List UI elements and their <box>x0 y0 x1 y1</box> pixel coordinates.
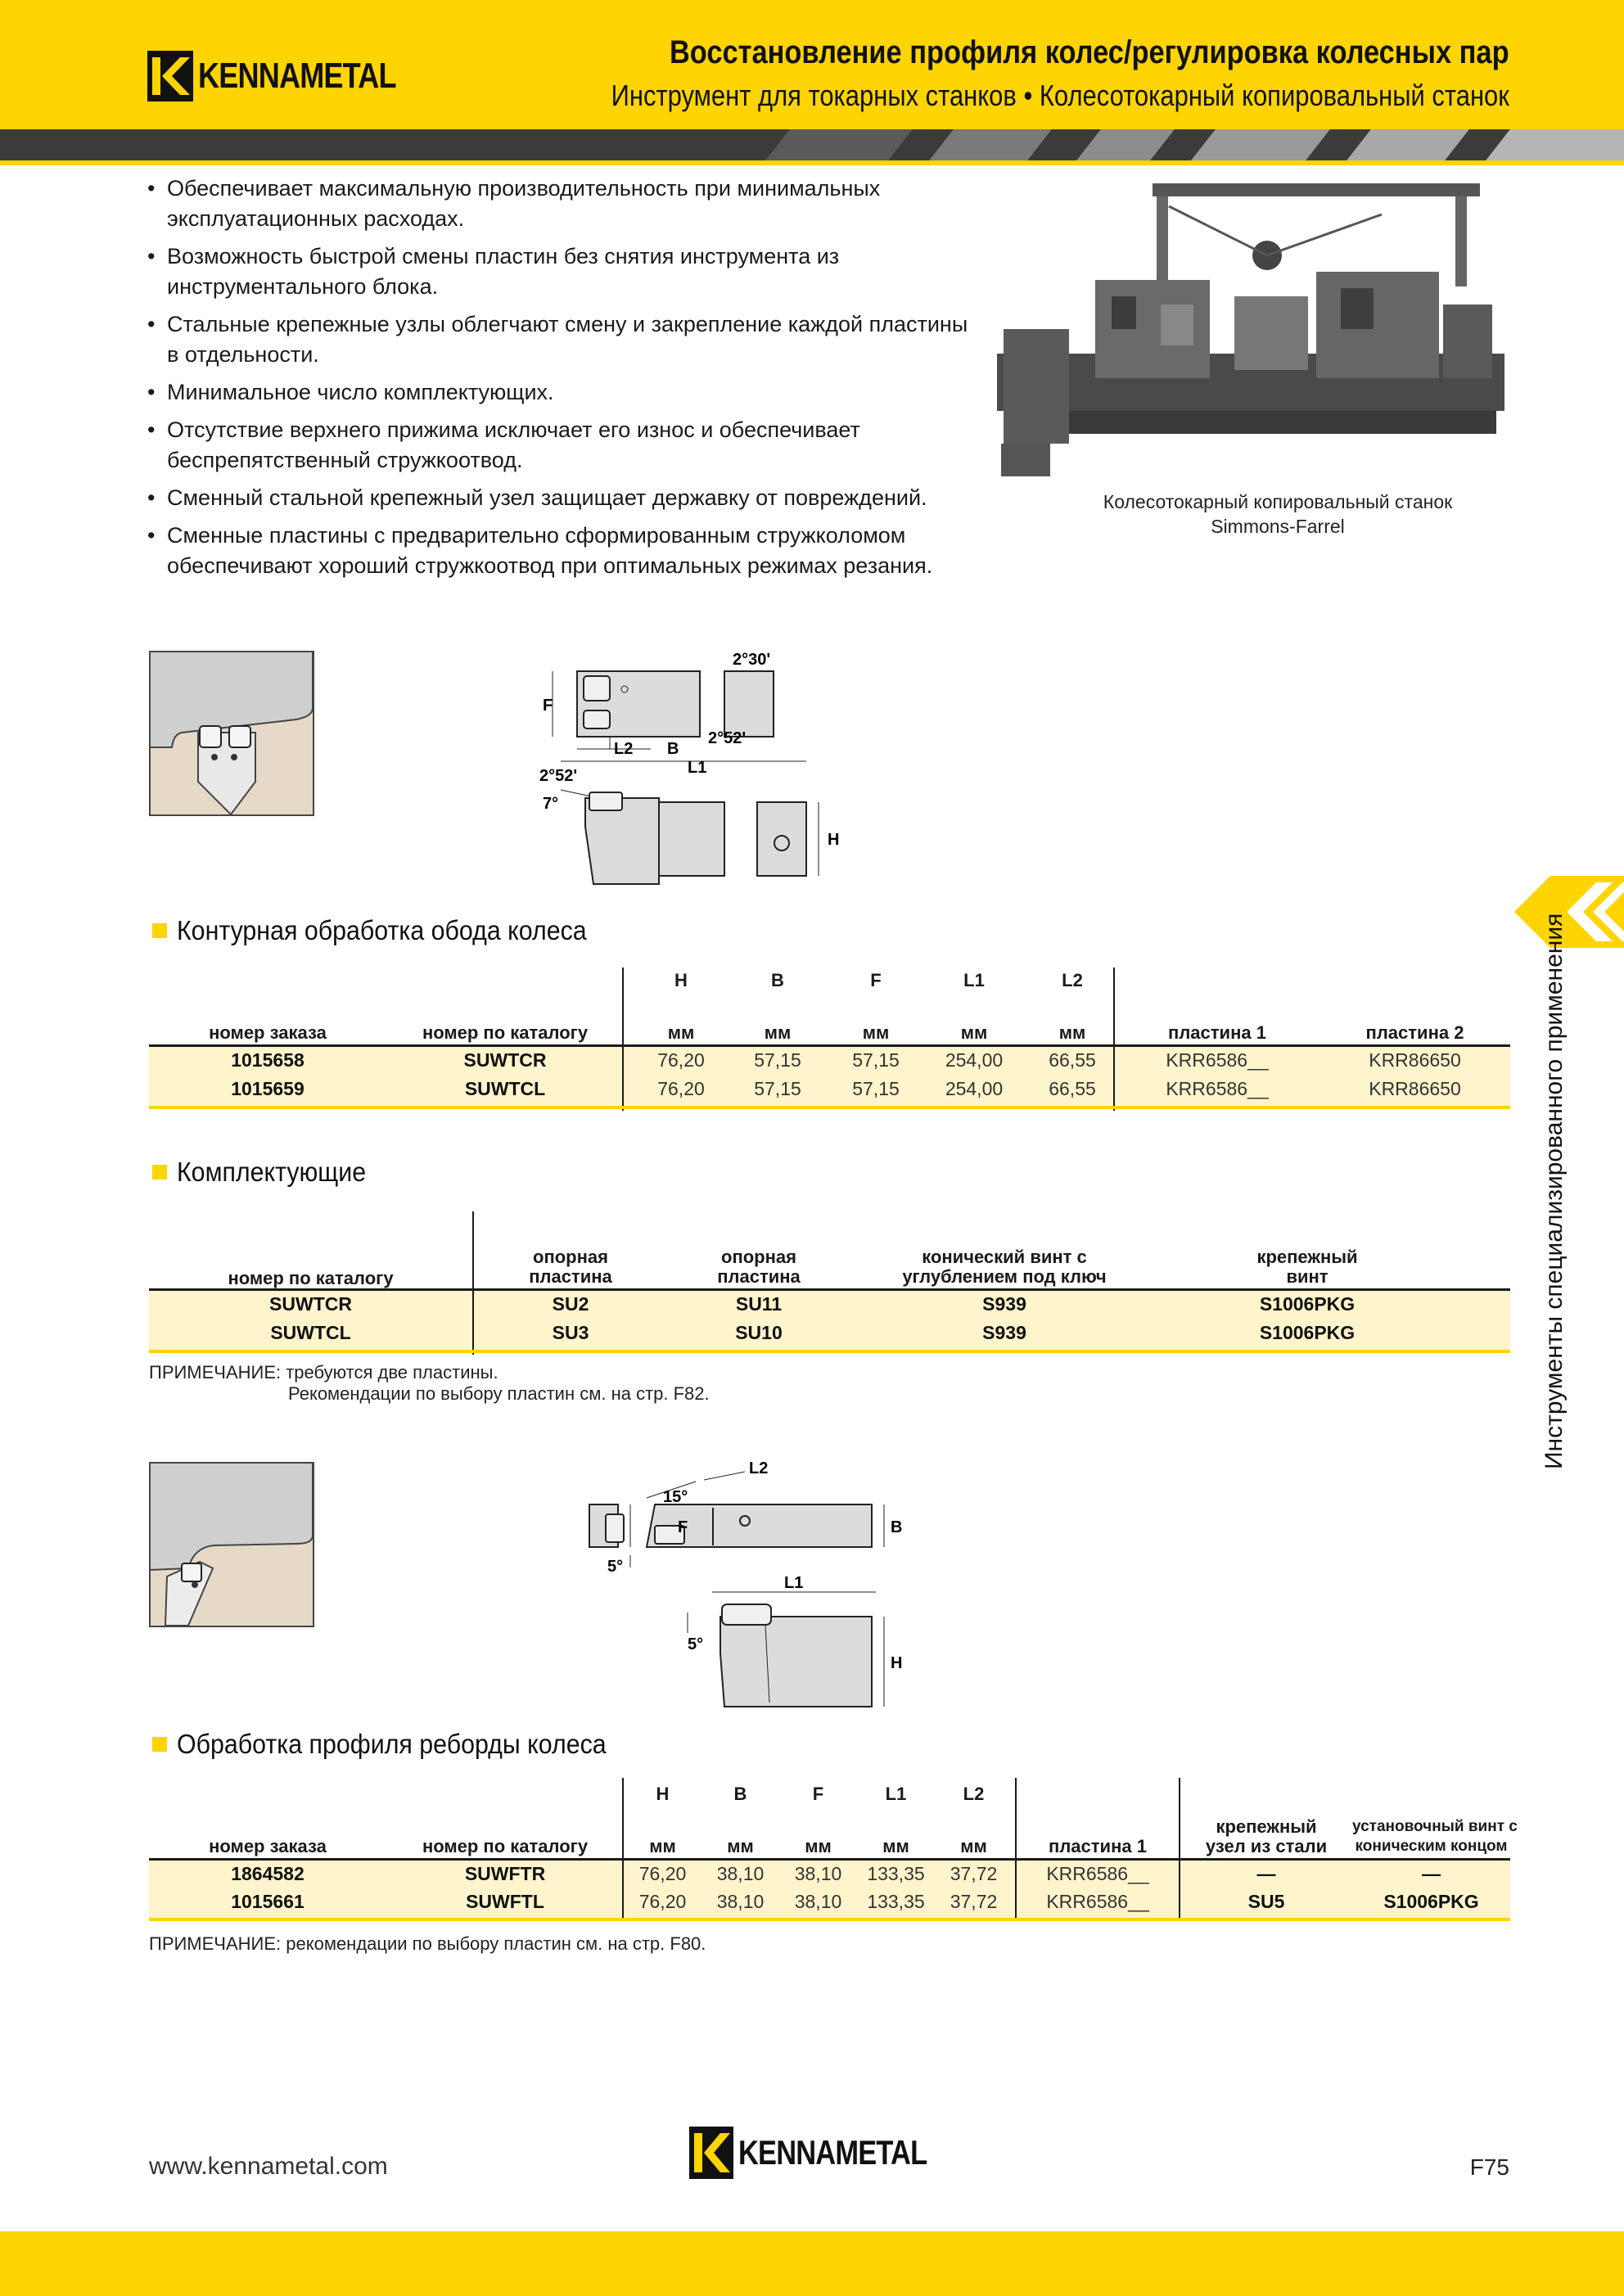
table-cell: 1015658 <box>231 1049 304 1071</box>
table-cell: KRR86650 <box>1369 1049 1461 1071</box>
page-subtitle: Инструмент для токарных станков • Колесотокарный копировальный станок <box>611 79 1509 112</box>
angle-label: 2°52' <box>708 729 747 747</box>
table-cell: 57,15 <box>754 1078 801 1099</box>
table-cell: 38,10 <box>794 1891 842 1912</box>
section-title-rim-contour: Контурная обработка обода колеса <box>152 915 622 946</box>
table-cell: 57,15 <box>852 1049 900 1071</box>
feature-item: • Обеспечивает максимальную производительность при минимальных эксплуатационных расходах. <box>147 174 982 234</box>
photo-caption <box>997 489 1559 539</box>
table-cell: 38,10 <box>794 1863 842 1884</box>
dim-label-L2: L2 <box>749 1459 769 1477</box>
col-header-unit: мм <box>649 1836 676 1856</box>
dim-label-L2: L2 <box>614 740 634 758</box>
table-cell: SUWTCL <box>464 1078 546 1099</box>
table-cell: SU10 <box>735 1322 783 1343</box>
col-header-L2: L2 <box>963 1784 985 1804</box>
table-cell: 66,55 <box>1049 1049 1096 1071</box>
col-header-B: B <box>733 1784 747 1804</box>
side-tab-label: Инструменты специализированного применения <box>1541 913 1568 1469</box>
col-header-H: H <box>656 1784 670 1804</box>
feature-item: • Минимальное число комплектующих. <box>147 377 982 408</box>
table-cell: S939 <box>982 1322 1026 1343</box>
footer-url[interactable]: www.kennametal.com <box>149 2153 388 2180</box>
table-cell: S1006PKG <box>1259 1293 1356 1315</box>
col-header-order: номер заказа <box>209 1022 327 1043</box>
section-marker <box>152 923 167 938</box>
dim-label-F: F <box>543 697 553 715</box>
feature-item: • Стальные крепежные узлы облегчают смену и закрепление каждой пластины в отдельности. <box>147 309 982 370</box>
table-cell: KRR6586__ <box>1046 1863 1149 1884</box>
table-cell: SU5 <box>1247 1891 1285 1912</box>
angle-label: 2°52' <box>539 767 578 785</box>
col-header-unit: мм <box>882 1836 909 1856</box>
col-header-L1: L1 <box>885 1784 907 1804</box>
feature-item: • Отсутствие верхнего прижима исключает его износ и обеспечивает беспрепятственный стружкоотвод. <box>147 415 982 476</box>
col-header-set-screw: коническим концом <box>1355 1838 1508 1855</box>
logo-wordmark: KENNAMETAL <box>198 56 396 96</box>
table-cell: 1015659 <box>231 1078 304 1099</box>
col-header-catalog: номер по каталогу <box>228 1268 394 1288</box>
col-header-shim1: опорная <box>533 1247 608 1267</box>
header-stripe-band <box>0 129 1624 160</box>
table-cell: KRR86650 <box>1369 1078 1461 1099</box>
machine-photo <box>997 182 1504 485</box>
col-header-unit: мм <box>1058 1022 1086 1043</box>
tool-dimension-drawing-2 <box>581 1457 933 1711</box>
col-header-set-screw: установочный винт с <box>1352 1818 1518 1835</box>
table-cell: SUWFTL <box>466 1891 544 1912</box>
dim-label-H: H <box>828 831 839 849</box>
table-cell: S1006PKG <box>1259 1322 1356 1343</box>
col-header-unit: мм <box>764 1022 792 1043</box>
angle-label: 5° <box>607 1558 624 1576</box>
flange-profile-table <box>149 1778 1518 1921</box>
section-marker <box>152 1165 167 1180</box>
col-header-L1: L1 <box>963 970 985 990</box>
col-header-shim2: пластина <box>717 1266 801 1287</box>
col-header-clamp: узел из стали <box>1205 1836 1328 1856</box>
col-header-unit: мм <box>805 1836 832 1856</box>
col-header-F: F <box>812 1784 824 1804</box>
col-header-shim2: опорная <box>721 1247 796 1267</box>
col-header-insert2: пластина 2 <box>1365 1022 1464 1043</box>
logo-wordmark: KENNAMETAL <box>738 2133 927 2172</box>
rim-contour-table <box>149 968 1510 1111</box>
section-marker <box>152 1737 167 1752</box>
col-header-unit: мм <box>862 1022 890 1043</box>
angle-label: 5° <box>688 1635 704 1653</box>
table-cell: 1015661 <box>231 1891 304 1912</box>
kennametal-logo <box>147 51 440 101</box>
flange-note: ПРИМЕЧАНИЕ: рекомендации по выбору пластин см. на стр. F80. <box>149 1933 706 1954</box>
col-header-unit: мм <box>727 1836 754 1856</box>
col-header-B: B <box>771 970 784 990</box>
table-cell: SU3 <box>552 1322 589 1343</box>
table-cell: SUWTCR <box>269 1293 352 1315</box>
angle-label: 15° <box>663 1488 688 1506</box>
table-cell: 76,20 <box>657 1049 705 1071</box>
dim-label-L1: L1 <box>688 759 707 777</box>
col-header-clamp: крепежный <box>1256 1247 1358 1267</box>
table-cell: 133,35 <box>867 1891 925 1912</box>
dim-label-F: F <box>678 1518 688 1536</box>
feature-list <box>147 174 982 589</box>
table-cell: — <box>1256 1863 1276 1884</box>
wheel-rim-application-icon <box>149 651 314 816</box>
col-header-catalog: номер по каталогу <box>422 1836 589 1856</box>
angle-label: 2°30' <box>733 651 771 669</box>
dim-label-B: B <box>667 740 679 758</box>
feature-item: • Возможность быстрой смены пластин без снятия инструмента из инструментального блока. <box>147 241 982 302</box>
col-header-H: H <box>674 970 688 990</box>
table-cell: SUWTCR <box>463 1049 547 1071</box>
col-header-screw: углублением под ключ <box>902 1266 1107 1287</box>
table-cell: 38,10 <box>716 1891 765 1912</box>
table-cell: 66,55 <box>1049 1078 1096 1099</box>
photo-caption-line: Simmons-Farrel <box>1211 516 1345 537</box>
table-cell: S939 <box>982 1293 1026 1315</box>
components-note <box>149 1362 710 1405</box>
page-title: Восстановление профиля колес/регулировка колесных пар <box>670 34 1509 70</box>
table-cell: — <box>1422 1863 1441 1884</box>
col-header-insert1: пластина 1 <box>1049 1836 1147 1856</box>
table-cell: S1006PKG <box>1383 1891 1479 1912</box>
col-header-unit: мм <box>960 1836 987 1856</box>
table-cell: KRR6586__ <box>1166 1049 1269 1071</box>
table-cell: 76,20 <box>638 1863 687 1884</box>
table-cell: SU2 <box>552 1293 589 1315</box>
table-cell: SUWFTR <box>464 1863 546 1884</box>
col-header-clamp: винт <box>1286 1266 1329 1287</box>
components-table <box>149 1211 1510 1355</box>
col-header-screw: конический винт с <box>922 1247 1087 1267</box>
col-header-insert1: пластина 1 <box>1168 1022 1266 1043</box>
col-header-F: F <box>870 970 882 990</box>
table-cell: SU11 <box>735 1293 783 1315</box>
col-header-unit: мм <box>667 1022 695 1043</box>
header-yellow-rule <box>0 160 1624 165</box>
table-cell: 254,00 <box>945 1078 1004 1099</box>
table-cell: KRR6586__ <box>1046 1891 1149 1912</box>
col-header-order: номер заказа <box>209 1836 327 1856</box>
dim-label-B: B <box>891 1518 903 1536</box>
k-logo-icon <box>147 51 193 101</box>
feature-item: • Сменные пластины с предварительно сформированным стружколомом обеспечивают хороший стружкоотвод при оптимальных режимах резания. <box>147 521 982 581</box>
table-cell: 37,72 <box>950 1891 998 1912</box>
tool-dimension-drawing-1 <box>536 647 839 892</box>
table-cell: 37,72 <box>950 1863 998 1884</box>
table-cell: 1864582 <box>231 1863 304 1884</box>
table-cell: 254,00 <box>945 1049 1004 1071</box>
table-cell: SUWTCL <box>270 1322 351 1343</box>
photo-caption-line: Колесотокарный копировальный станок <box>1103 491 1453 512</box>
page-number: F75 <box>1469 2154 1509 2180</box>
footer-kennametal-logo <box>689 2127 968 2179</box>
table-cell: 57,15 <box>754 1049 801 1071</box>
col-header-clamp: крепежный <box>1216 1816 1317 1837</box>
col-header-catalog: номер по каталогу <box>422 1022 589 1043</box>
col-header-shim1: пластина <box>529 1266 612 1287</box>
dim-label-H: H <box>891 1654 903 1672</box>
page-header <box>0 0 1624 129</box>
table-cell: 38,10 <box>716 1863 765 1884</box>
side-tab-chevron-icon <box>1514 876 1624 948</box>
section-title-components: Комплектующие <box>152 1157 382 1188</box>
table-cell: 76,20 <box>638 1891 687 1912</box>
table-cell: 76,20 <box>657 1078 705 1099</box>
table-cell: KRR6586__ <box>1166 1078 1269 1099</box>
note-line: Рекомендации по выбору пластин см. на стр. F82. <box>288 1383 710 1404</box>
angle-label: 7° <box>543 795 559 813</box>
note-line: ПРИМЕЧАНИЕ: требуются две пластины. <box>149 1362 498 1383</box>
footer-yellow-band <box>0 2231 1624 2296</box>
col-header-unit: мм <box>960 1022 988 1043</box>
table-cell: 57,15 <box>852 1078 900 1099</box>
feature-item: • Сменный стальной крепежный узел защищает державку от повреждений. <box>147 483 982 513</box>
k-logo-icon <box>689 2127 733 2179</box>
flange-profile-application-icon <box>149 1462 314 1627</box>
dim-label-L1: L1 <box>784 1574 804 1592</box>
col-header-L2: L2 <box>1062 970 1083 990</box>
section-title-flange-profile: Обработка профиля реборды колеса <box>152 1729 643 1760</box>
table-cell: 133,35 <box>867 1863 925 1884</box>
